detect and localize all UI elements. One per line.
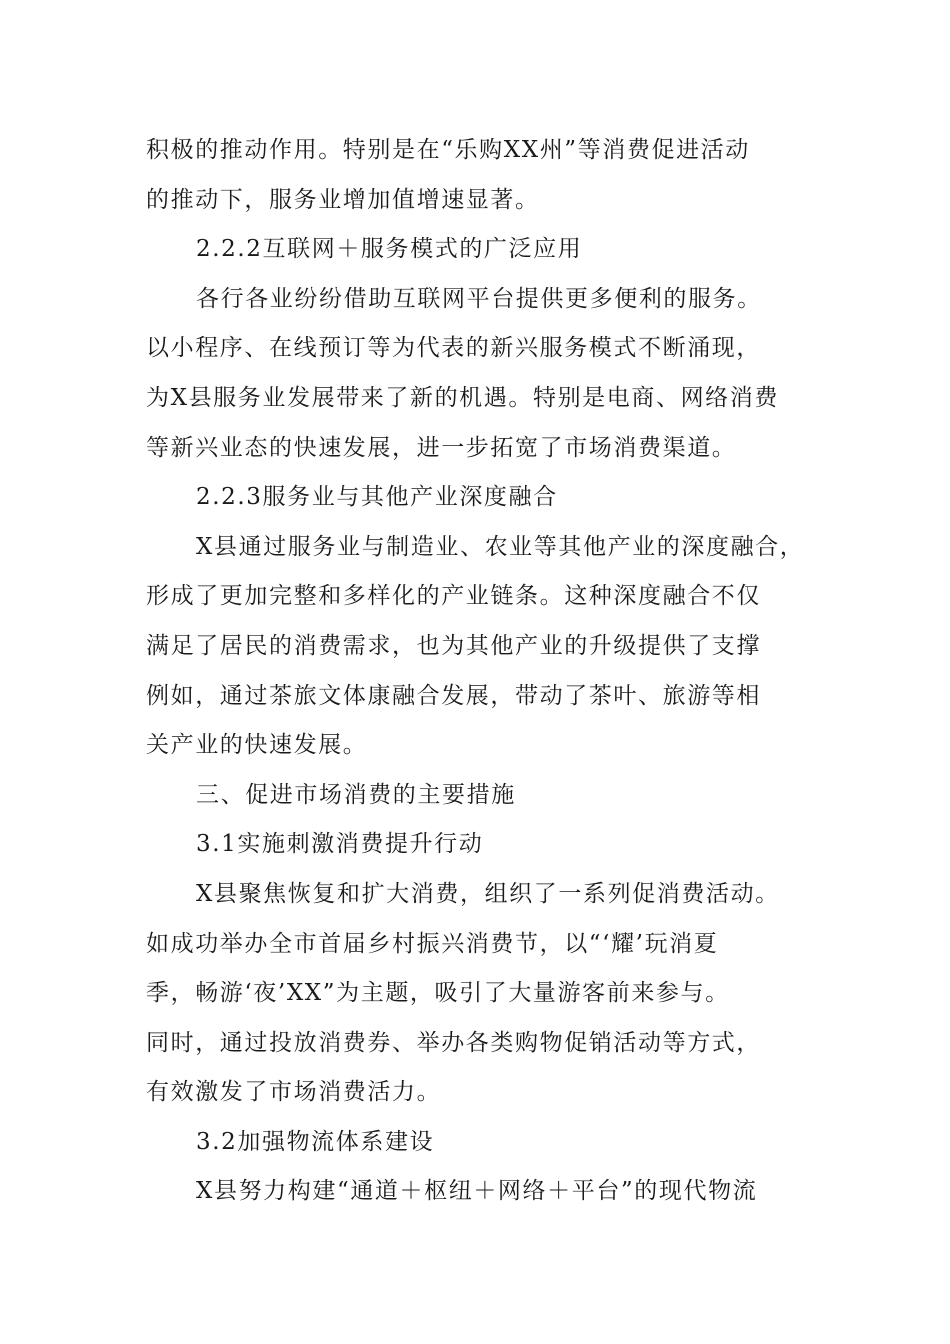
section-heading-2-2-2: 2.2.2互联网＋服务模式的广泛应用 [196, 236, 583, 263]
section-heading-3-2: 3.2加强物流体系建设 [196, 1128, 435, 1155]
text-line: 各行各业纷纷借助互联网平台提供更多便利的服务。 [196, 285, 762, 312]
section-heading-3-1: 3.1实施刺激消费提升行动 [196, 831, 484, 858]
text-line: 的推动下，服务业增加值增速显著。 [146, 186, 540, 213]
text-line: 如成功举办全市首届乡村振兴消费节，以“‘耀’玩消夏 [146, 930, 719, 957]
text-line: 满足了居民的消费需求，也为其他产业的升级提供了支撑 [146, 632, 761, 659]
text-line: 同时，通过投放消费券、举办各类购物促销活动等方式， [146, 1029, 761, 1056]
text-line: 季，畅游‘夜’XX”为主题，吸引了大量游客前来参与。 [146, 980, 730, 1007]
text-line: 例如，通过茶旅文体康融合发展，带动了茶叶、旅游等相 [146, 682, 761, 709]
text-line: X县聚焦恢复和扩大消费，组织了一系列促消费活动。 [196, 880, 780, 907]
section-heading-2-2-3: 2.2.3服务业与其他产业深度融合 [196, 484, 558, 511]
text-line: 以小程序、在线预订等为代表的新兴服务模式不断涌现， [146, 335, 761, 362]
text-line: X县努力构建“通道＋枢纽＋网络＋平台”的现代物流 [196, 1178, 758, 1205]
text-line: 关产业的快速发展。 [146, 732, 368, 759]
text-line: 等新兴业态的快速发展，进一步拓宽了市场消费渠道。 [146, 434, 737, 461]
document-body [146, 126, 816, 1217]
text-line: X县通过服务业与制造业、农业等其他产业的深度融合， [196, 533, 805, 560]
chapter-heading-3: 三、促进市场消费的主要措施 [196, 781, 516, 808]
text-line: 形成了更加完整和多样化的产业链条。这种深度融合不仅 [146, 583, 761, 610]
text-line: 为X县服务业发展带来了新的机遇。特别是电商、网络消费 [146, 384, 779, 411]
text-line: 积极的推动作用。特别是在“乐购XX州”等消费促进活动 [146, 137, 750, 163]
text-line: 有效激发了市场消费活力。 [146, 1079, 442, 1106]
